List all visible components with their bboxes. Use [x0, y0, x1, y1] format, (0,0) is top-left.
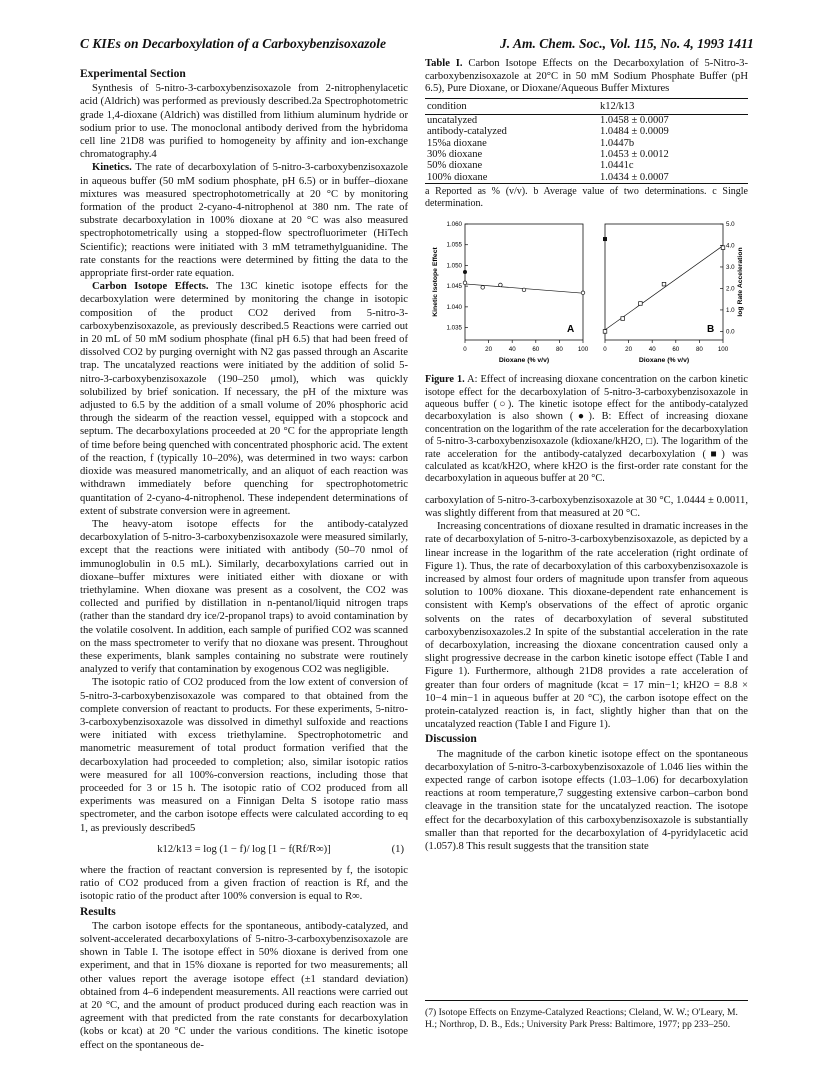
discussion-paragraph: The magnitude of the carbon kinetic isotope effect on the spontaneous decarboxylation of 5-nitro-3-carboxybenzisoxazole of 1.046 lies within the expected range of carbon isotope effects (1.03–1.06) for decarboxylation reactions at room temperature,7 suggesting extensive carbon–carbon bond cleavage in the transition state for the uncatalyzed reaction. The isotope effect for the decarboxylation of this carboxybenzisoxazole is substantially smaller than that reported for the decarboxylation of 4-pyridylacetic acid (1.057).8 This result suggests that the transition state: [425, 748, 748, 853]
discussion-heading: Discussion: [425, 733, 477, 746]
isotope-effects-table: [425, 98, 748, 185]
x-tick-label: 40: [508, 346, 516, 354]
x-axis-label: Dioxane (% v/v): [638, 357, 690, 365]
data-point: [662, 282, 666, 286]
data-point: [603, 237, 607, 241]
data-point: [639, 302, 643, 306]
table-caption-text: Carbon Isotope Effects on the Decarboxylation of 5-Nitro-3-carboxybenzisoxazole at 20°C in 50 mM Sodium Phosphate Buffer (pH 6.5), Pure Dioxane, or Dioxane/Aqueous Buffer Mixtures: [425, 58, 748, 94]
heavy-atom-paragraph: The heavy-atom isotope effects for the antibody-catalyzed decarboxylation of 5-nitro-3-carboxybenzisoxazole were measured similarly, except that the reactions were initiated with antibody (50–70 nmol of immunoglobulin in 0.5 mL). Similarly, decarboxylations carried out in dioxane–buffer mixtures were initiated either with dioxane or with triethylamine. When dioxane was present as a cosolvent, the CO2 was collected and purified by distillation in n-pentanol/liquid nitrogen traps (rather than the standard dry ice/2-propanol traps) to avoid contamination by the volatile cosolvent. In addition, each sample of purified CO2 was scanned on the mass spectrometer to verify that no dioxane was present. Throughout these experiments, blank samples containing no substrate were routinely analyzed to verify that contamination by exogenous CO2 was negligible.: [80, 518, 408, 676]
x-tick-label: 40: [648, 346, 656, 354]
y-tick-label: 1.055: [446, 241, 462, 249]
figure-label: Figure 1.: [425, 374, 465, 386]
y-tick-label: 1.045: [446, 283, 462, 291]
kinetics-text: The rate of decarboxylation of 5-nitro-3-carboxybenzisoxazole in aqueous buffer (50 mM sodium phosphate, pH 6.5) or in buffer–dioxane mixtures was measured spectrophotometrically at 20 °C by monitoring formation of the product 2-cyano-4-nitrophenol at 380 nm. The rate of substrate decarboxylation in 100% dioxane at 20 °C was also measured spectrophotometrically using a stopped-flow spectrofluorimeter (HiTech Scientific); reactions were initiated with 3 mM tetramethylguanidine. The rate constants for the reactions were determined by fitting the data to the appropriate first-order rate equation.: [80, 162, 408, 280]
y-axis-label: log Rate Acceleration: [737, 247, 744, 317]
table-caption: [425, 58, 748, 96]
table-cell-condition: 30% dioxane: [427, 148, 483, 160]
y-tick-label: 0.0: [726, 328, 735, 336]
results-paragraph: The carbon isotope effects for the spontaneous, antibody-catalyzed, and solvent-accelerated decarboxylations of 5-nitro-3-carboxybenzisoxazole are shown in Table I. The isotope effect in 50% dioxane is derived from one experiment, and that in 15% dioxane is reported for two measurements; all other values report the average isotope effect (±1 standard deviation) obtained from 4–6 independent measurements. All reactions were carried out at 20 °C, and the amount of product produced during each reaction was in agreement with that predicted from the rate constants for decarboxylation (kobs or kcat) at 20 °C under the various conditions. The kinetic isotope effect on the spontaneous de-: [80, 920, 408, 1051]
table-cell-condition: antibody-catalyzed: [427, 126, 507, 138]
data-point: [522, 288, 526, 292]
x-tick-label: 60: [532, 346, 540, 354]
carbon-isotope-runin-head: Carbon Isotope Effects.: [92, 281, 209, 293]
y-tick-label: 1.0: [726, 307, 735, 315]
equation-text: k12/k13 = log (1 − f)/ log [1 − f(Rf/R∞)]: [157, 843, 331, 855]
equation-number: (1): [391, 843, 404, 855]
experimental-heading: Experimental Section: [80, 68, 186, 80]
figure-caption-text: A: Effect of increasing dioxane concentration on the carbon kinetic isotope effect for the decarboxylation of 5-nitro-3-carboxybenzisoxazole in aqueous buffer (○). The kinetic isotope effect for the antibody-catalyzed decarboxylation is also shown (●). B: Effect of increasing dioxane concentration on the logarithm of the rate acceleration for the decarboxylation of 5-nitro-3-carboxybenzisoxazole (kdioxane/kH2O, □). The logarithm of the rate acceleration for the antibody-catalyzed decarboxylation (■) was calculated as kcat/kH2O, where kH2O is the first-order rate constant for the decarboxylation in aqueous buffer at 20 °C.: [425, 374, 748, 485]
x-tick-label: 20: [485, 346, 493, 354]
y-tick-label: 1.040: [446, 303, 462, 311]
carbon-isotope-text: The 13C kinetic isotope effects for the decarboxylation were determined by monitoring the change in isotopic composition of the product CO2 derived from 5-nitro-3-carboxybenzisoxazole, as previously described.5 Reactions were carried out in 20 mL of 50 mM sodium phosphate (final pH 6.5) that had been freed of dissolved CO2 by purging overnight with N2 gas passed through an Ascarite trap. The uncatalyzed reactions were initiated by the addition of solid 5-nitro-3-carboxybenzisoxazole (190–250 μmol), which was quickly solubilized by brief sonication. If necessary, the pH of the mixture was adjusted to 6.5 by the addition of a small volume of 20% phosphoric acid through the sidearm of the reaction vessel, equipped with a stopcock and septum. The decarboxylations proceeded at 20 °C for the appropriate length of time before being quenched with concentrated phosphoric acid. The extent of the reaction, f (typically 10–20%), was determined in two ways: carbon dioxide was measured manometrically, and an aliquot of each reaction was withdrawn immediately before quenching for spectrophotometric quantitation of 2-cyano-4-nitrophenol. These independent determinations of extent of substrate conversion were in agreement.: [80, 281, 408, 517]
carbon-isotope-paragraph: [80, 280, 408, 518]
experimental-paragraph: Synthesis of 5-nitro-3-carboxybenzisoxazole from 2-nitrophenylacetic acid (Aldrich) was performed as previously described.2a Spectrophotometric grade 1,4-dioxane (Aldrich) was distilled from lithium aluminum hydride or sodium prior to use. The monoclonal antibody derived from the hybridoma cell line 21D8 was purified to homogeneity by affinity and ion-exchange chromatography.4: [80, 83, 408, 161]
data-point: [581, 291, 585, 295]
kinetics-paragraph: [80, 161, 408, 280]
x-tick-label: 80: [695, 346, 703, 354]
table-cell-condition: 50% dioxane: [427, 160, 483, 172]
isotopic-ratio-paragraph: The isotopic ratio of CO2 produced from the low extent of conversion of 5-nitro-3-carboxybenzisoxazole was compared to that obtained from the complete conversion of reactant to products. For these experiments, 5-nitro-3-carboxybenzisoxazole was dissolved in dimethyl sulfoxide and reactions were initiated with excess triethylamine. Spectrophotometric and manometric measurement of total product formation verified that the decarboxylation had proceeded to completion; also, similar isotopic ratios were measured for all 100%-conversion reactions, including those that proceeded for 3 or 15 h. The isotopic ratio of CO2 produced from all experiments was measured on a Finnigan Delta S isotope ratio mass spectrometer, and the carbon isotope effects were calculated according to eq 1, as previously described5: [80, 677, 408, 834]
y-tick-label: 1.060: [446, 221, 462, 229]
table-label: Table I.: [425, 58, 463, 69]
figure-1: [425, 218, 748, 370]
table-header-condition: condition: [425, 98, 598, 114]
figure-1-svg: [425, 218, 748, 370]
table-row: [425, 149, 748, 160]
y-tick-label: 3.0: [726, 264, 735, 272]
table-row: [425, 114, 748, 126]
table-header-ratio: k12/k13: [598, 98, 748, 114]
x-tick-label: 100: [717, 346, 729, 354]
x-tick-label: 20: [625, 346, 633, 354]
table-cell-condition: 15%a dioxane: [427, 137, 487, 149]
data-point: [721, 246, 725, 250]
data-point: [499, 283, 503, 287]
table-cell-value: 1.0458 ± 0.0007: [599, 114, 669, 126]
dioxane-paragraph: Increasing concentrations of dioxane resulted in dramatic increases in the rate of decarboxylation of 5-nitro-3-carboxybenzisoxazole, as depicted by a linear increase in the logarithm of the rate acceleration (right ordinate of Figure 1). Thus, the rate of decarboxylation of this carboxybenzisoxazole is increased by almost four orders of magnitude upon transfer from aqueous solution to 100% dioxane. This dioxane-dependent rate enhancement is consistent with Kemp's observations of the effect of aprotic organic solvents on the rates of decarboxylation of several substituted carboxybenzisoxazoles.2 In spite of the substantial acceleration in the rate of decarboxylation, increasing the dioxane concentration caused only a slight progressive decrease in the carbon kinetic isotope effect (Table I and Figure 1). Furthermore, although 21D8 provides a rate acceleration of greater than four orders of magnitude (kcat = 17 min−1; kH2O = 8.8 × 10−4 min−1 in aqueous buffer at 20 °C), the carbon isotope effect on the protein-catalyzed reaction is, in fact, slightly higher than that on the uncatalyzed reaction (Table I and Figure 1).: [425, 521, 748, 731]
x-axis-label: Dioxane (% v/v): [498, 357, 550, 365]
table-footnotes: a Reported as % (v/v). b Average value of two determinations. c Single determination.: [425, 186, 748, 210]
table-row: [425, 126, 748, 137]
data-point: [463, 281, 467, 285]
x-tick-label: 100: [577, 346, 589, 354]
table-cell-value: 1.0434 ± 0.0007: [598, 172, 748, 184]
results-heading: Results: [80, 905, 116, 918]
data-point: [463, 270, 467, 274]
panel-label: A: [567, 324, 575, 336]
y-tick-label: 1.050: [446, 262, 462, 270]
table-row: [425, 138, 748, 149]
table-cell-value: 1.0453 ± 0.0012: [599, 148, 669, 160]
results-continued-paragraph: carboxylation of 5-nitro-3-carboxybenzisoxazole at 30 °C, 1.0444 ± 0.0011, was slightly different from that measured at 20 °C.: [425, 494, 748, 519]
kinetics-runin-head: Kinetics.: [92, 162, 132, 174]
data-point: [621, 317, 625, 321]
table-row: [425, 172, 748, 184]
table-cell-value: 1.0441c: [599, 160, 634, 172]
x-tick-label: 0: [603, 346, 607, 354]
table-cell-value: 1.0484 ± 0.0009: [599, 126, 669, 138]
footnote-7: (7) Isotope Effects on Enzyme-Catalyzed Reactions; Cleland, W. W.; O'Leary, M. H.; Northrop, D. B., Eds.; University Park Press: Baltimore, 1977; pp 233–250.: [425, 1000, 748, 1031]
x-tick-label: 0: [463, 346, 467, 354]
table-row: [425, 160, 748, 171]
data-point: [603, 330, 607, 334]
where-paragraph: where the fraction of reactant conversion is represented by f, the isotopic ratio of CO2 produced from a given fraction of reaction is Rf, and the isotopic ratio of the product after 100% conversion is equal to R∞.: [80, 864, 408, 903]
y-tick-label: 5.0: [726, 221, 735, 229]
left-column: [80, 66, 408, 1052]
data-point: [481, 286, 485, 290]
running-header-journal: J. Am. Chem. Soc., Vol. 115, No. 4, 1993 1411: [500, 36, 754, 51]
y-axis-label: Kinetic Isotope Effect: [432, 247, 439, 317]
x-tick-label: 60: [672, 346, 680, 354]
plot-frame-A: [465, 224, 583, 340]
figure-caption: [425, 374, 748, 486]
panel-label: B: [707, 324, 715, 336]
table-cell-condition: uncatalyzed: [427, 114, 478, 126]
y-tick-label: 1.035: [446, 324, 462, 332]
table-cell-value: 1.0447b: [599, 137, 635, 149]
y-tick-label: 2.0: [726, 285, 735, 293]
y-tick-label: 4.0: [726, 242, 735, 250]
running-header-title: C KIEs on Decarboxylation of a Carboxybenzisoxazole: [80, 36, 387, 51]
x-tick-label: 80: [555, 346, 563, 354]
table-cell-condition: 100% dioxane: [425, 172, 598, 184]
equation-1: [80, 843, 408, 856]
right-column: [425, 58, 748, 853]
